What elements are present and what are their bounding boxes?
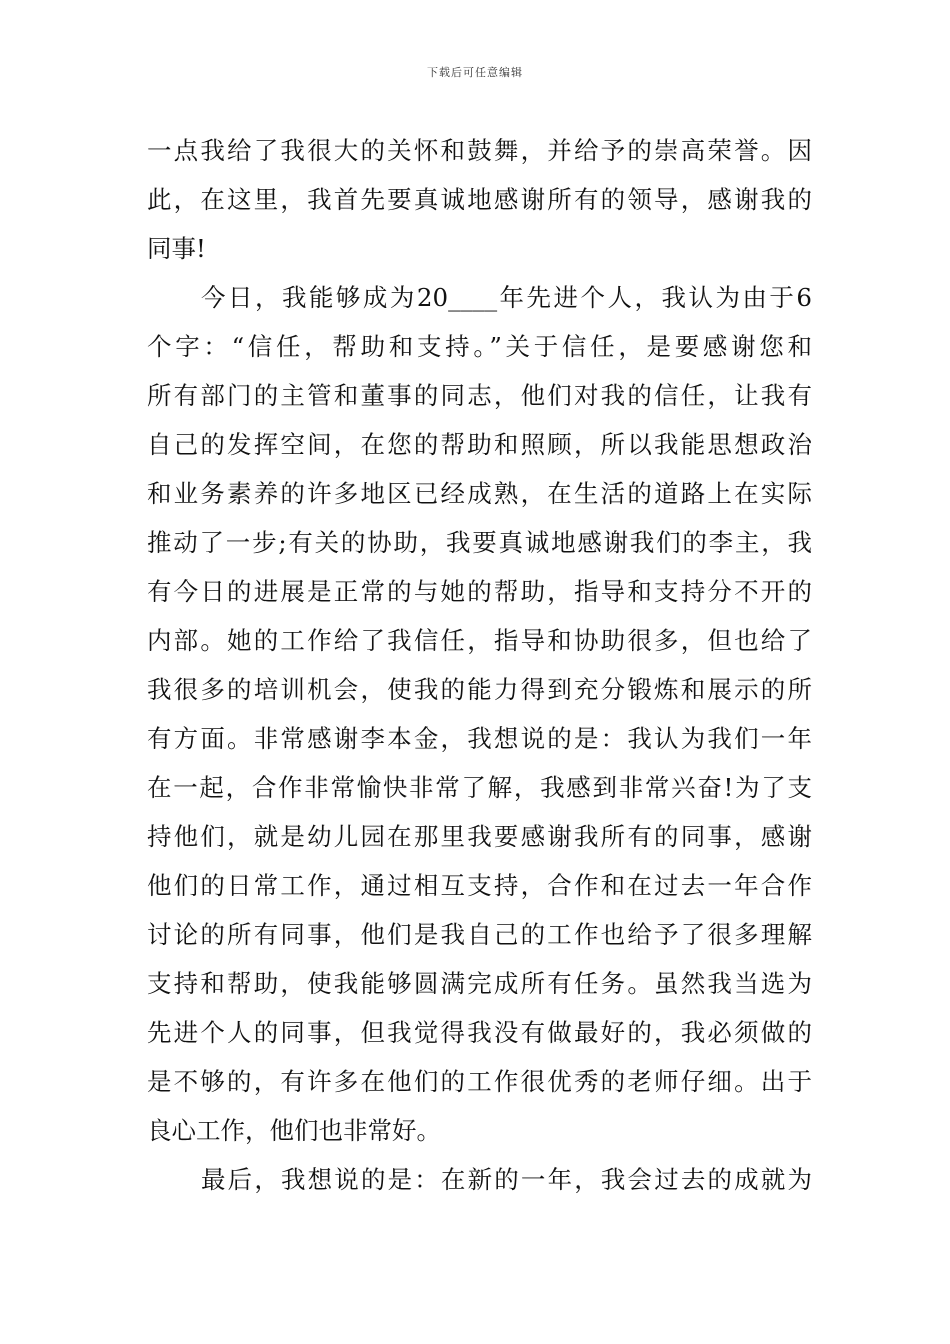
text-line: 推动了一步;有关的协助，我要真诚地感谢我们的李主，我 [147,528,812,557]
text-line: 有今日的进展是正常的与她的帮助，指导和支持分不开的 [147,577,812,606]
text-line: 良心工作，他们也非常好。 [147,1116,441,1145]
paragraph-start-line: 今日，我能够成为20____年先进个人，我认为由于6 [201,283,812,312]
paragraph-start-line: 最后，我想说的是：在新的一年，我会过去的成就为 [201,1165,812,1194]
text-line: 此，在这里，我首先要真诚地感谢所有的领导，感谢我的 [147,185,812,214]
text-line: 先进个人的同事，但我觉得我没有做最好的，我必须做的 [147,1018,812,1047]
document-body [147,126,812,1204]
text-line: 我很多的培训机会，使我的能力得到充分锻炼和展示的所 [147,675,812,704]
text-line: 有方面。非常感谢李本金，我想说的是：我认为我们一年 [147,724,812,753]
text-line: 是不够的，有许多在他们的工作很优秀的老师仔细。出于 [147,1067,812,1096]
text-line: 和业务素养的许多地区已经成熟，在生活的道路上在实际 [147,479,812,508]
text-line: 持他们，就是幼儿园在那里我要感谢我所有的同事，感谢 [147,822,812,851]
text-line: 所有部门的主管和董事的同志，他们对我的信任，让我有 [147,381,812,410]
text-line: 一点我给了我很大的关怀和鼓舞，并给予的崇高荣誉。因 [147,136,812,165]
text-line: 同事! [147,234,206,263]
text-line: 个字：“信任，帮助和支持。”关于信任，是要感谢您和 [147,332,812,361]
text-line: 自己的发挥空间，在您的帮助和照顾，所以我能思想政治 [147,430,812,459]
page-header: 下载后可任意编辑 [427,66,523,79]
text-line: 内部。她的工作给了我信任，指导和协助很多，但也给了 [147,626,812,655]
text-line: 讨论的所有同事，他们是我自己的工作也给予了很多理解 [147,920,812,949]
text-line: 在一起，合作非常愉快非常了解，我感到非常兴奋!为了支 [147,773,812,802]
text-line: 支持和帮助，使我能够圆满完成所有任务。虽然我当选为 [147,969,812,998]
text-line: 他们的日常工作，通过相互支持，合作和在过去一年合作 [147,871,812,900]
